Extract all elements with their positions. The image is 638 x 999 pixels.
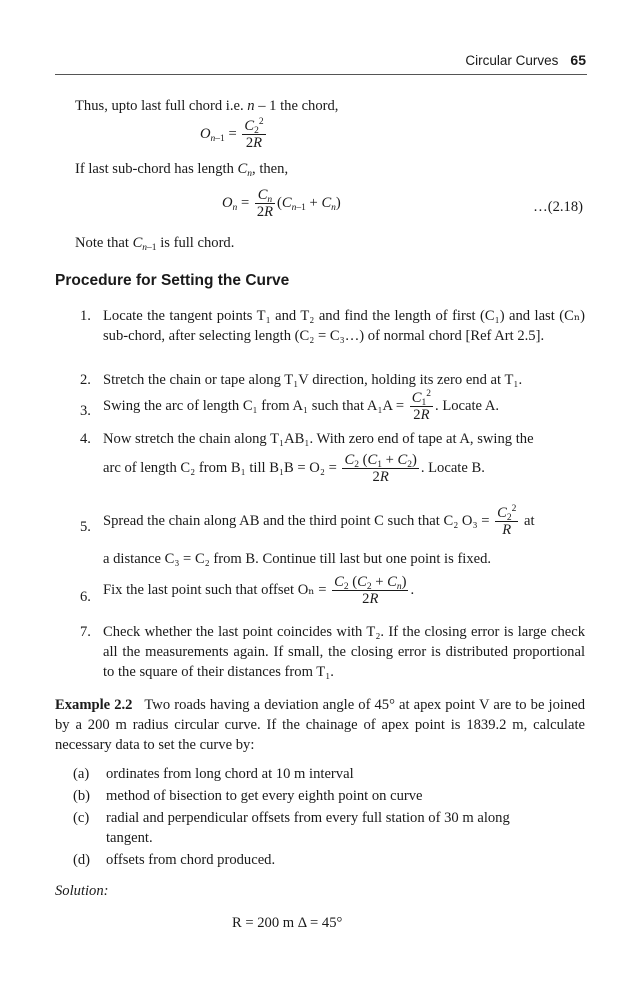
step-4-text-b: arc of length C₂ from B₁ till B₁B = O₂ = $\frac{C_2 (C_1 + C_2)}{2R}$ . Locate B. bbox=[103, 452, 485, 485]
example-label: Example 2.2 bbox=[55, 697, 133, 713]
step-number: 6. bbox=[80, 589, 91, 605]
example-text: Two roads having a deviation angle of 45° at apex point V are to be joined by a 200 m radius circular curve. If the chainage of apex point is 1839.2 m, calculate necessary data to set the curve by: bbox=[55, 697, 585, 753]
header-rule bbox=[55, 74, 587, 75]
step-number: 7. bbox=[80, 624, 91, 640]
intro-line-3: Note that $C_{n-1}$ is full chord. bbox=[75, 235, 235, 253]
example-paragraph bbox=[55, 695, 585, 755]
step-2-text: Stretch the chain or tape along T₁V direction, holding its zero end at T₁. bbox=[103, 372, 523, 388]
list-item: (b) method of bisection to get every eighth point on curve bbox=[73, 788, 423, 804]
step-number: 3. bbox=[80, 403, 91, 419]
list-item: (a) ordinates from long chord at 10 m interval bbox=[73, 766, 354, 782]
chapter-title: Circular Curves bbox=[465, 53, 559, 68]
step-1-text: Locate the tangent points T₁ and T₂ and find the length of first (C₁) and last (Cₙ) sub-chord, after selecting length (C₂ = C₃…) of normal chord [Ref Art 2.5]. bbox=[103, 308, 585, 344]
step-number: 5. bbox=[80, 519, 91, 535]
page-number: 65 bbox=[570, 52, 586, 68]
section-heading: Procedure for Setting the Curve bbox=[55, 272, 290, 289]
equation-o-n: $O_n$ = $\frac{C_n}{2R}$ $(C_{n-1} + C_n)$ bbox=[222, 187, 341, 220]
equation-number: …(2.18) bbox=[533, 199, 583, 215]
step-3-text: Swing the arc of length C₁ from A₁ such that A₁A = $\frac{C_1^2}{2R}$ . Locate A. bbox=[103, 389, 500, 423]
running-header bbox=[465, 52, 586, 68]
intro-line-2: If last sub-chord has length $C_n$, then, bbox=[75, 161, 289, 179]
solution-label: Solution: bbox=[55, 883, 109, 899]
step-number: 4. bbox=[80, 431, 91, 447]
equation-o-n-minus-1: $O_{n-1}$ = $\frac{C_2^2}{2R}$ bbox=[200, 117, 264, 151]
step-5-text-a: Spread the chain along AB and the third point C such that C₂ O₃ = $\frac{C_2^2}{R}$ at bbox=[103, 504, 535, 538]
solution-equation: R = 200 m Δ = 45° bbox=[232, 915, 343, 931]
step-7-text: Check whether the last point coincides with T₂. If the closing error is large check all the measurements again. If small, the closing error is distributed proportional to the square of their distances from T₁. bbox=[103, 624, 585, 680]
step-4-text-a: Now stretch the chain along T₁AB₁. With zero end of tape at A, swing the bbox=[103, 431, 534, 447]
step-number: 1. bbox=[80, 308, 91, 324]
step-number: 2. bbox=[80, 372, 91, 388]
step-6-text: Fix the last point such that offset Oₙ = $\frac{C_2 (C_2 + C_n)}{2R}$ . bbox=[103, 574, 415, 607]
list-item: (d) offsets from chord produced. bbox=[73, 852, 276, 868]
step-5-text-b: a distance C₃ = C₂ from B. Continue till last but one point is fixed. bbox=[103, 551, 492, 567]
list-item: (c) radial and perpendicular offsets from every full station of 30 m along tangent. bbox=[73, 810, 510, 846]
intro-line-1: Thus, upto last full chord i.e. n – 1 the chord, bbox=[75, 98, 339, 114]
